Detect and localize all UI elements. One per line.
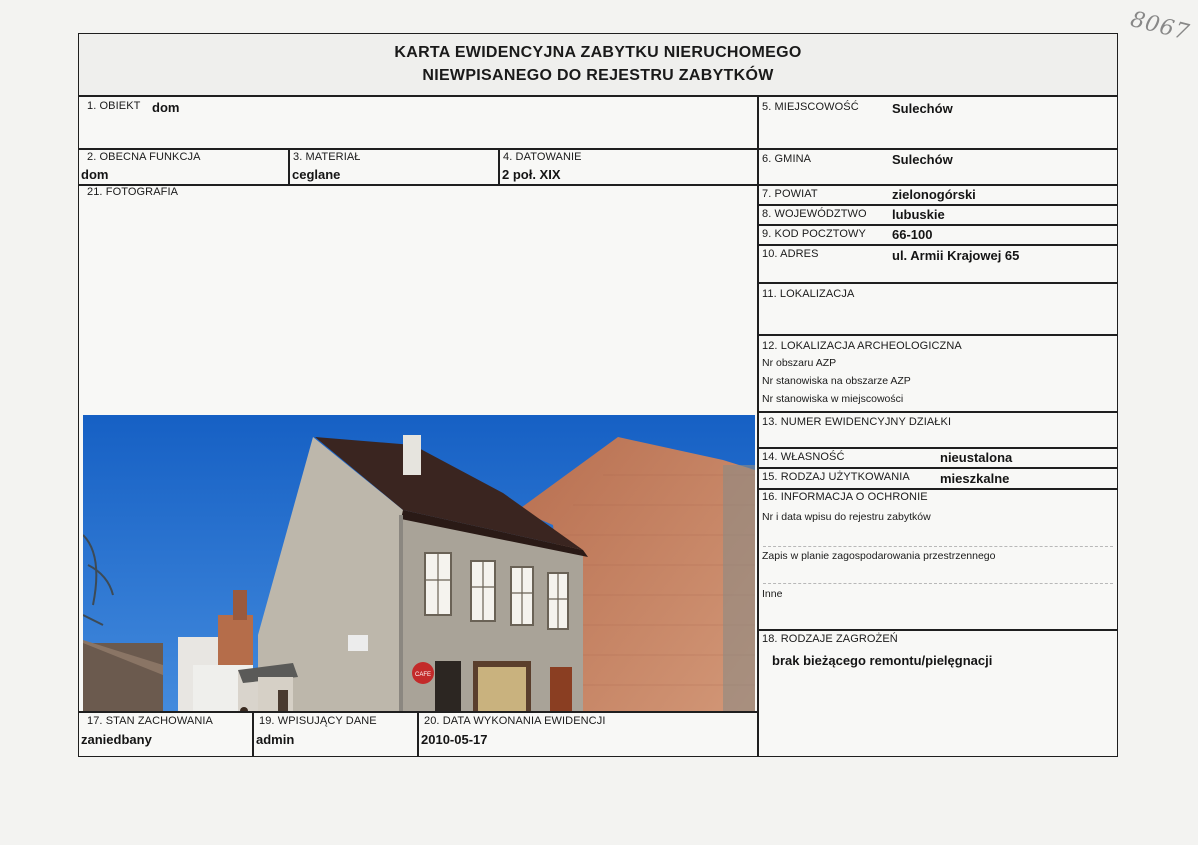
field-adres — [758, 245, 1118, 283]
value-zagrozenia: brak bieżącego remontu/pielęgnacji — [772, 653, 993, 668]
label-dzialka: 13. NUMER EWIDENCYJNY DZIAŁKI — [762, 416, 952, 428]
ochrona-item: Zapis w planie zagospodarowania przestrzennego — [762, 550, 996, 562]
label-ochrona: 16. INFORMACJA O OCHRONIE — [762, 491, 928, 503]
ochrona-item: Nr i data wpisu do rejestru zabytków — [762, 511, 931, 523]
value-obiekt: dom — [152, 100, 180, 115]
label-gmina: 6. GMINA — [762, 153, 812, 165]
value-wpisujacy: admin — [256, 732, 295, 747]
field-fotografia — [78, 185, 758, 712]
field-dzialka — [758, 412, 1118, 448]
field-data-ewidencji — [418, 712, 758, 757]
value-datowanie: 2 poł. XIX — [502, 167, 561, 182]
ochrona-divider — [763, 546, 1113, 547]
field-wlasnosc — [758, 448, 1118, 468]
value-wlasnosc: nieustalona — [940, 450, 1013, 465]
label-zagrozenia: 18. RODZAJE ZAGROŻEŃ — [762, 633, 898, 645]
label-kod-pocztowy: 9. KOD POCZTOWY — [762, 228, 866, 240]
ochrona-divider — [763, 583, 1113, 584]
label-wlasnosc: 14. WŁASNOŚĆ — [762, 451, 845, 463]
label-miejscowosc: 5. MIEJSCOWOŚĆ — [762, 101, 859, 113]
archeo-item: Nr stanowiska na obszarze AZP — [762, 375, 911, 387]
field-stan — [78, 712, 253, 757]
label-lokalizacja: 11. LOKALIZACJA — [762, 288, 855, 300]
archeo-item: Nr obszaru AZP — [762, 357, 837, 369]
field-datowanie — [499, 149, 758, 185]
value-funkcja: dom — [81, 167, 109, 182]
field-zagrozenia — [758, 630, 1118, 757]
value-material: ceglane — [292, 167, 341, 182]
value-data-ewidencji: 2010-05-17 — [421, 732, 488, 747]
field-material — [289, 149, 499, 185]
label-wpisujacy: 19. WPISUJĄCY DANE — [259, 715, 377, 727]
field-funkcja — [78, 149, 289, 185]
label-uzytkowanie: 15. RODZAJ UŻYTKOWANIA — [762, 471, 910, 483]
label-fotografia: 21. FOTOGRAFIA — [87, 186, 179, 198]
ochrona-item: Inne — [762, 588, 783, 600]
label-wojewodztwo: 8. WOJEWÓDZTWO — [762, 208, 867, 220]
field-obiekt — [78, 96, 758, 149]
record-card-form — [78, 33, 1118, 757]
value-gmina: Sulechów — [892, 152, 953, 167]
field-powiat — [758, 185, 1118, 205]
value-stan: zaniedbany — [81, 732, 152, 747]
field-lokalizacja — [758, 283, 1118, 335]
value-wojewodztwo: lubuskie — [892, 207, 945, 222]
label-funkcja: 2. OBECNA FUNKCJA — [87, 151, 201, 163]
field-archeo — [758, 335, 1118, 412]
value-kod-pocztowy: 66-100 — [892, 227, 933, 242]
value-uzytkowanie: mieszkalne — [940, 471, 1010, 486]
label-data-ewidencji: 20. DATA WYKONANIA EWIDENCJI — [424, 715, 606, 727]
archeo-item: Nr stanowiska w miejscowości — [762, 393, 904, 405]
card-title — [78, 33, 1118, 96]
field-miejscowosc — [758, 96, 1118, 149]
field-wojewodztwo — [758, 205, 1118, 225]
label-obiekt: 1. OBIEKT — [87, 100, 141, 112]
building-photo — [83, 415, 755, 712]
value-adres: ul. Armii Krajowej 65 — [892, 248, 1020, 263]
field-uzytkowanie — [758, 468, 1118, 489]
field-ochrona — [758, 489, 1118, 630]
title-line-2: NIEWPISANEGO DO REJESTRU ZABYTKÓW — [422, 67, 774, 84]
handwritten-page-number: 8067 — [1127, 7, 1193, 46]
label-stan: 17. STAN ZACHOWANIA — [87, 715, 213, 727]
building-photo-image — [83, 415, 755, 712]
field-kod-pocztowy — [758, 225, 1118, 245]
label-powiat: 7. POWIAT — [762, 188, 818, 200]
value-miejscowosc: Sulechów — [892, 101, 953, 116]
label-material: 3. MATERIAŁ — [293, 151, 361, 163]
title-line-1: KARTA EWIDENCYJNA ZABYTKU NIERUCHOMEGO — [394, 44, 802, 61]
field-gmina — [758, 149, 1118, 185]
cafe-sign-text: CAFE — [414, 672, 432, 678]
label-datowanie: 4. DATOWANIE — [503, 151, 582, 163]
label-archeo: 12. LOKALIZACJA ARCHEOLOGICZNA — [762, 340, 962, 352]
label-adres: 10. ADRES — [762, 248, 819, 260]
value-powiat: zielonogórski — [892, 187, 976, 202]
field-wpisujacy — [253, 712, 418, 757]
